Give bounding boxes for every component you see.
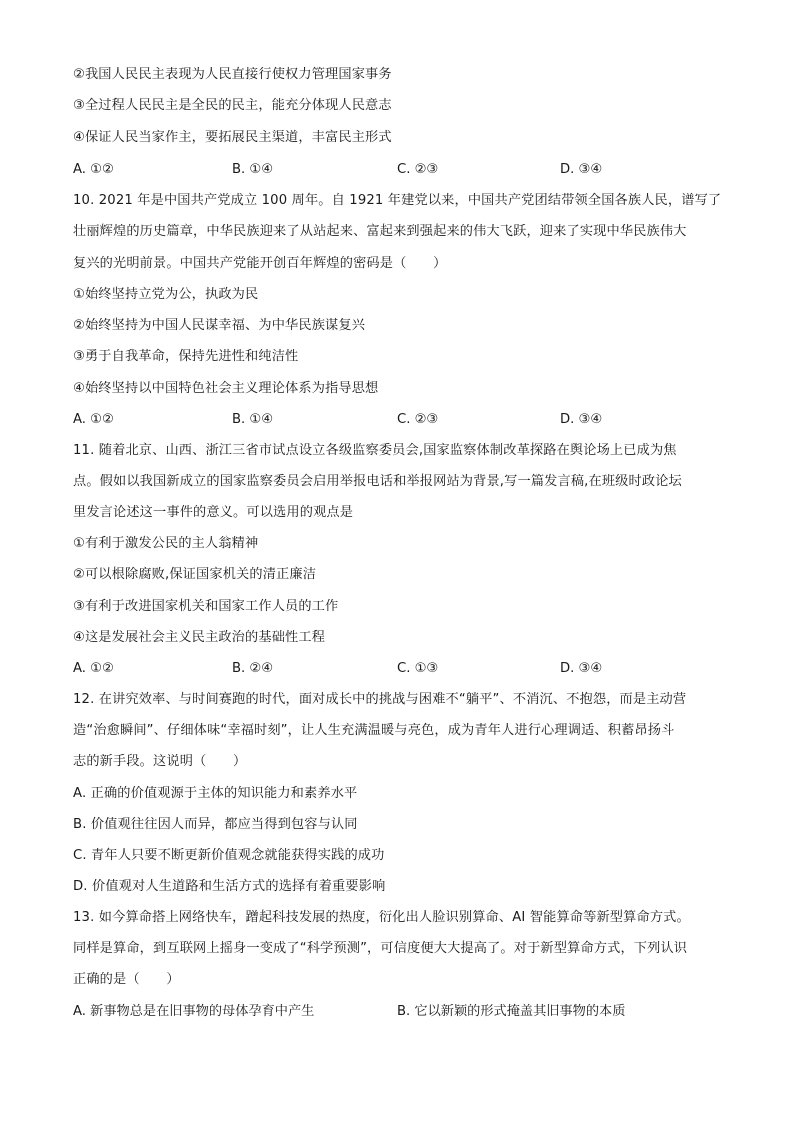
q12-option-b: B. 价值观往往因人而异，都应当得到包容与认同: [73, 817, 358, 832]
q10-statement-4: ④始终坚持以中国特色社会主义理论体系为指导思想: [73, 381, 379, 396]
q12-stem-line-3: 志的新手段。这说明（ ）: [73, 754, 247, 769]
q11-statement-1: ①有利于激发公民的主人翁精神: [73, 536, 259, 551]
q10-statement-3: ③勇于自我革命，保持先进性和纯洁性: [73, 349, 299, 364]
q11-statement-2: ②可以根除腐败,保证国家机关的清正廉洁: [73, 567, 317, 582]
q10-stem-line-2: 壮丽辉煌的历史篇章，中华民族迎来了从站起来、富起来到强起来的伟大飞跃，迎来了实现中华民族伟大: [73, 224, 687, 239]
q9-option-c: C. ②③: [397, 162, 439, 177]
q11-stem-line-2: 点。假如以我国新成立的国家监察委员会启用举报电话和举报网站为背景,写一篇发言稿,在班级时政论坛: [73, 474, 682, 489]
q12-stem-line-1: 12. 在讲究效率、与时间赛跑的时代，面对成长中的挑战与困难不“躺平”、不消沉、不抱怨，而是主动营: [73, 692, 687, 707]
q10-statement-1: ①始终坚持立党为公，执政为民: [73, 287, 259, 302]
q12-option-c: C. 青年人只要不断更新价值观念就能获得实践的成功: [73, 848, 385, 863]
q13-stem-line-2: 同样是算命，到互联网上摇身一变成了“科学预测”，可信度便大大提高了。对于新型算命方式，下列认识: [73, 941, 688, 956]
q10-statement-2: ②始终坚持为中国人民谋幸福、为中华民族谋复兴: [73, 318, 366, 333]
q9-option-d: D. ③④: [560, 162, 603, 177]
q11-option-c: C. ①③: [397, 661, 439, 676]
q11-option-d: D. ③④: [560, 661, 603, 676]
q12-option-a: A. 正确的价值观源于主体的知识能力和素养水平: [73, 786, 358, 801]
q13-stem-line-3: 正确的是（ ）: [73, 972, 180, 987]
q11-statement-4: ④这是发展社会主义民主政治的基础性工程: [73, 630, 326, 645]
q9-option-b: B. ①④: [232, 162, 274, 177]
q10-option-d: D. ③④: [560, 412, 603, 427]
q13-option-b: B. 它以新颖的形式掩盖其旧事物的本质: [397, 1004, 626, 1019]
q11-option-b: B. ②④: [232, 661, 274, 676]
q12-stem-line-2: 造“治愈瞬间”、仔细体味“幸福时刻”，让人生充满温暖与亮色，成为青年人进行心理调适、积蓄昂扬斗: [73, 723, 675, 738]
q10-stem-line-1: 10. 2021 年是中国共产党成立 100 周年。自 1921 年建党以来，中国共产党团结带领全国各族人民，谱写了: [73, 193, 722, 208]
q10-option-c: C. ②③: [397, 412, 439, 427]
q9-option-a: A. ①②: [73, 162, 114, 177]
q9-statement-3: ③全过程人民民主是全民的民主，能充分体现人民意志: [73, 98, 392, 113]
q9-statement-4: ④保证人民当家作主，要拓展民主渠道，丰富民主形式: [73, 130, 392, 145]
q11-option-a: A. ①②: [73, 661, 114, 676]
q9-statement-2: ②我国人民民主表现为人民直接行使权力管理国家事务: [73, 67, 392, 82]
q13-stem-line-1: 13. 如今算命搭上网络快车，蹭起科技发展的热度，衍化出人脸识别算命、AI 智能算命等新型算命方式。: [73, 910, 690, 925]
q10-stem-line-3: 复兴的光明前景。中国共产党能开创百年辉煌的密码是（ ）: [73, 256, 447, 271]
q11-stem-line-3: 里发言论述这一事件的意义。可以选用的观点是: [73, 505, 354, 520]
q11-stem-line-1: 11. 随着北京、山西、浙江三省市试点设立各级监察委员会,国家监察体制改革探路在舆论场上已成为焦: [73, 443, 677, 458]
q12-option-d: D. 价值观对人生道路和生活方式的选择有着重要影响: [73, 879, 386, 894]
q11-statement-3: ③有利于改进国家机关和国家工作人员的工作: [73, 599, 339, 614]
q13-option-a: A. 新事物总是在旧事物的母体孕育中产生: [73, 1004, 315, 1019]
q10-option-b: B. ①④: [232, 412, 274, 427]
q10-option-a: A. ①②: [73, 412, 114, 427]
